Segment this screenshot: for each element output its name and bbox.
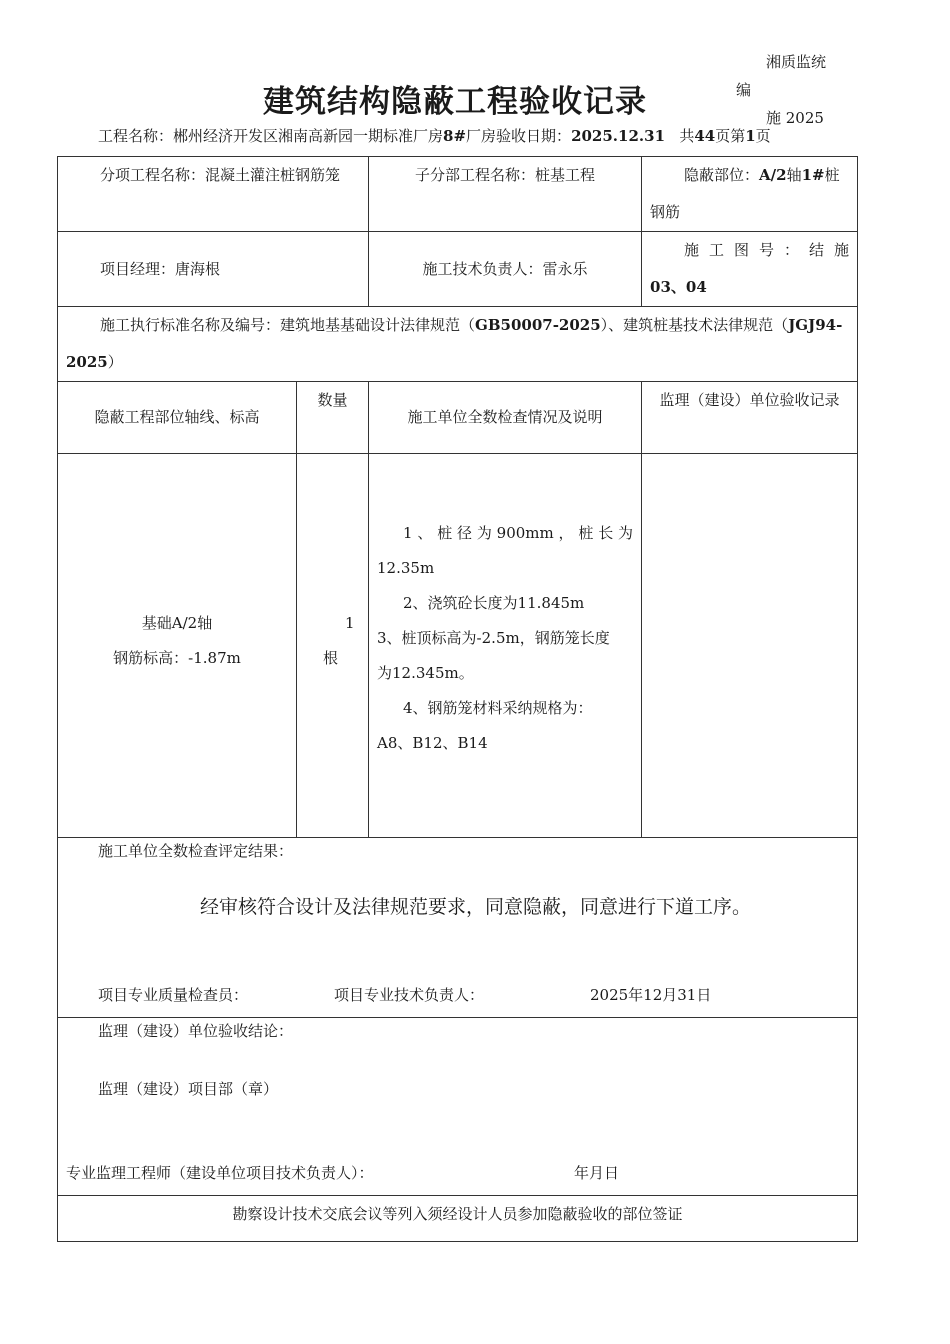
row-supervision xyxy=(58,1018,858,1196)
standard-code-1: GB50007-2025 xyxy=(475,316,601,334)
desc-item-3a: 3、桩顶标高为-2.5m，钢筋笼长度 xyxy=(377,629,610,647)
project-manager: 项目经理：唐海根 xyxy=(100,259,221,278)
subdivision-name: 子分部工程名称：桩基工程 xyxy=(415,166,596,184)
quantity-number: 1 xyxy=(345,614,355,632)
professional-tech-lead: 项目专业技术负责人： xyxy=(334,986,485,1004)
quantity-unit: 根 xyxy=(323,649,339,667)
pages-prefix: 共 xyxy=(679,127,695,145)
construction-tech-lead: 施工技术负责人：雷永乐 xyxy=(422,259,588,278)
standards-prefix: 施工执行标准名称及编号：建筑地基基础设计法律规范（ xyxy=(100,316,476,334)
supervision-engineer: 专业监理工程师（建设单位项目技术负责人）： xyxy=(66,1164,374,1182)
evaluation-cell xyxy=(58,838,858,1018)
pages-total: 44 xyxy=(694,127,716,145)
quantity-cell xyxy=(297,454,369,838)
hidden-part-mid: 轴 xyxy=(786,166,802,184)
supervision-cell xyxy=(58,1018,858,1196)
header-quantity-text: 数量 xyxy=(317,391,348,409)
building-suffix: 厂房验收日期： xyxy=(466,127,572,145)
hidden-part-pile: 1# xyxy=(801,166,825,184)
footer-note-cell xyxy=(58,1196,858,1242)
header-supervision xyxy=(642,382,858,454)
check-description-cell xyxy=(369,454,642,838)
desc-item-4a: 4、钢筋笼材料采纳规格为： xyxy=(403,699,593,717)
standards-suffix: ） xyxy=(107,353,123,371)
project-name: 郴州经济开发区湘南高新园一期标准厂房 xyxy=(173,127,444,145)
project-label: 工程名称： xyxy=(98,127,174,145)
hidden-part-cell xyxy=(642,157,858,232)
hidden-part-label: 隐蔽部位： xyxy=(684,166,760,184)
row-inspection-detail xyxy=(58,454,858,838)
tech-lead-cell xyxy=(369,232,642,307)
form-code-line1: 湘质监统 xyxy=(766,53,827,71)
header-check xyxy=(369,382,642,454)
header-axis xyxy=(58,382,297,454)
subitem-name-cell xyxy=(58,157,369,232)
project-manager-cell xyxy=(58,232,369,307)
page-number: 1 xyxy=(745,127,756,145)
hidden-part-axis: A/2 xyxy=(759,166,787,184)
hidden-part-rest: 桩钢筋 xyxy=(650,166,840,221)
building-number: 8# xyxy=(443,127,467,145)
pages-mid: 页第 xyxy=(715,127,746,145)
drawing-number-cell xyxy=(642,232,858,307)
form-code-line3: 施 2025 xyxy=(766,109,824,127)
row-personnel xyxy=(58,232,858,307)
desc-item-1b: 12.35m xyxy=(377,559,435,577)
evaluation-label: 施工单位全数检查评定结果： xyxy=(98,842,294,860)
quality-inspector: 项目专业质量检查员： xyxy=(98,986,249,1004)
supervision-dept-seal: 监理（建设）项目部（章） xyxy=(98,1080,279,1098)
pages-suffix: 页 xyxy=(755,127,771,145)
subdivision-name-cell xyxy=(369,157,642,232)
row-column-headers xyxy=(58,382,858,454)
supervision-record-cell xyxy=(642,454,858,838)
evaluation-result: 经审核符合设计及法律规范要求，同意隐蔽，同意进行下道工序。 xyxy=(200,896,752,918)
row-standards xyxy=(58,307,858,382)
evaluation-date: 2025年12月31日 xyxy=(590,986,712,1004)
row-footer-note xyxy=(58,1196,858,1242)
row-evaluation xyxy=(58,838,858,1018)
axis-elevation-cell xyxy=(58,454,297,838)
desc-item-4b: A8、B12、B14 xyxy=(377,734,488,752)
row-work-info xyxy=(58,157,858,232)
acceptance-record-table xyxy=(57,156,858,1242)
footer-note: 勘察设计技术交底会议等列入须经设计人员参加隐蔽验收的部位签证 xyxy=(232,1205,683,1223)
header-axis-text: 隐蔽工程部位轴线、标高 xyxy=(94,408,260,426)
header-check-text: 施工单位全数检查情况及说明 xyxy=(407,408,603,426)
page-title-text: 建筑结构隐蔽工程验收记录 xyxy=(263,84,647,120)
record-meta xyxy=(98,125,771,146)
desc-item-1a: 1、桩径为900mm，桩长为 xyxy=(403,524,634,542)
drawing-number-value: 03、04 xyxy=(650,278,707,296)
header-quantity xyxy=(297,382,369,454)
supervision-date: 年月日 xyxy=(574,1164,620,1182)
subitem-name: 分项工程名称：混凝土灌注桩钢筋笼 xyxy=(100,166,341,184)
rebar-elevation: 钢筋标高：-1.87m xyxy=(113,649,241,667)
standard-code-2: JGJ94-2025 xyxy=(66,316,843,371)
drawing-number-label: 施工图号：结施 xyxy=(684,241,850,259)
supervision-conclusion: 监理（建设）单位验收结论： xyxy=(98,1022,294,1040)
form-code-line2: 编 xyxy=(736,81,752,99)
desc-item-3b: 为12.345m。 xyxy=(377,664,474,682)
page-title xyxy=(0,76,950,121)
desc-item-2: 2、浇筑砼长度为11.845m xyxy=(403,594,585,612)
standards-cell xyxy=(58,307,858,382)
axis-line: 基础A/2轴 xyxy=(141,614,213,632)
standards-mid: ）、建筑桩基技术法律规范（ xyxy=(600,316,789,334)
acceptance-date: 2025.12.31 xyxy=(571,127,666,145)
header-supervision-text: 监理（建设）单位验收记录 xyxy=(659,391,840,409)
